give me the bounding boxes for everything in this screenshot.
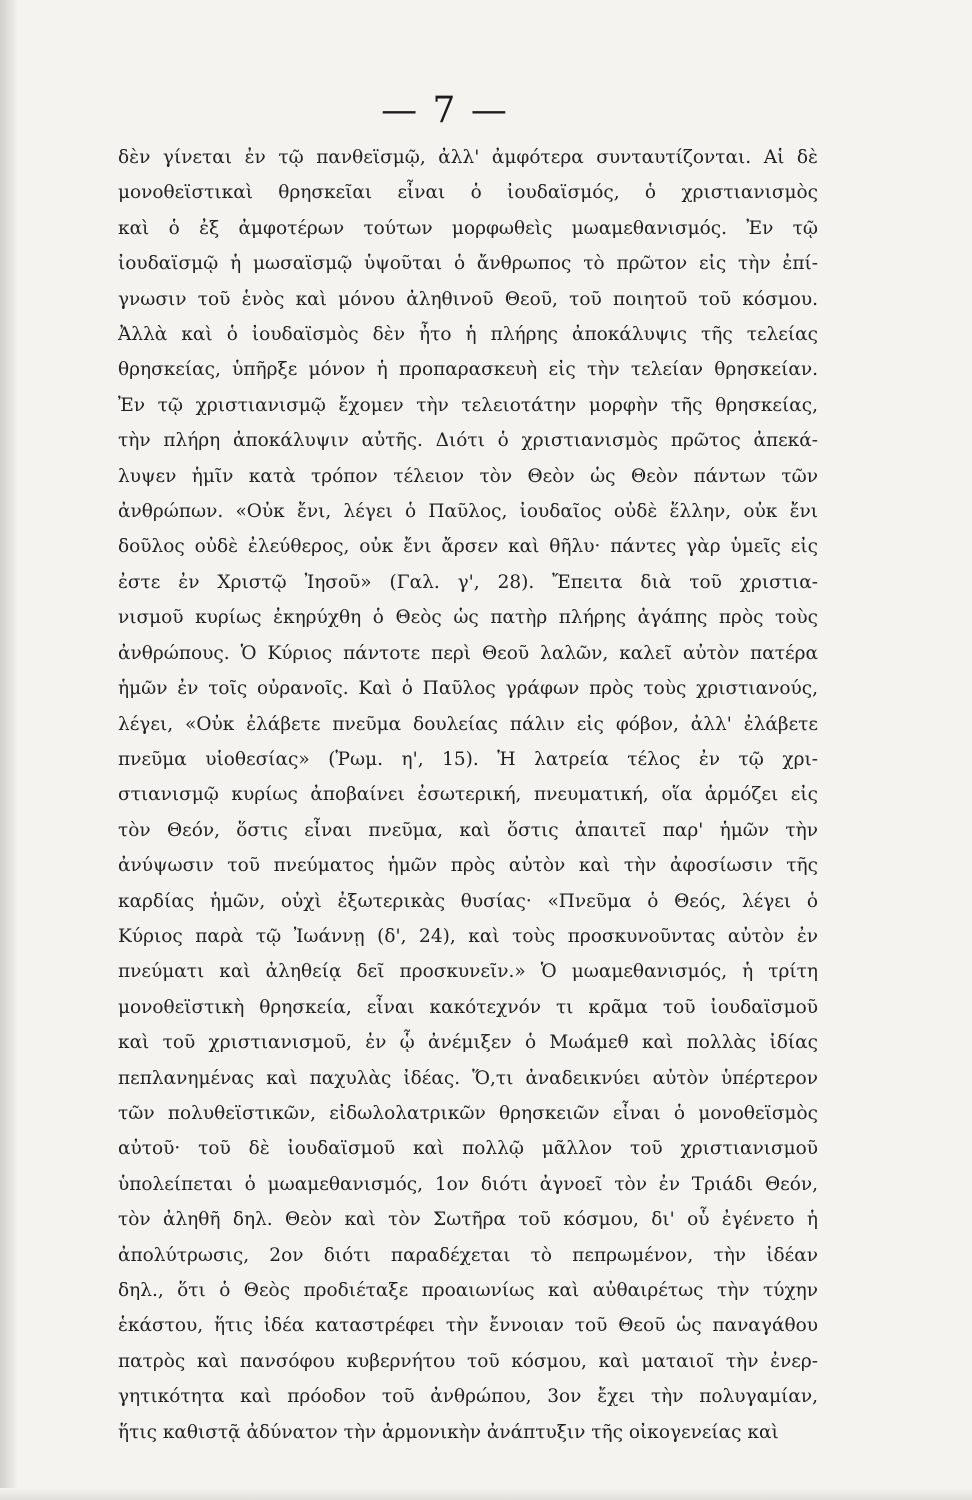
text-line: πατρὸς καὶ πανσόφου κυβερνήτου τοῦ κόσμου, καὶ ματαιοῖ τὴν ἐνερ- <box>118 1350 818 1372</box>
text-line: ἀνύψωσιν τοῦ πνεύματος ἡμῶν πρὸς αὐτὸν καὶ τὴν ἀφοσίωσιν τῆς <box>118 855 818 877</box>
text-line: θρησκείας, ὑπῆρξε μόνον ἡ προπαρασκευὴ εἰς τὴν τελείαν θρησκείαν. <box>118 359 818 381</box>
text-line: Ἀλλὰ καὶ ὁ ἰουδαϊσμὸς δὲν ἦτο ἡ πλήρης ἀποκάλυψις τῆς τελείας <box>118 324 818 346</box>
text-line: γνωσιν τοῦ ἑνὸς καὶ μόνου ἀληθινοῦ Θεοῦ, τοῦ ποιητοῦ τοῦ κόσμου. <box>118 288 818 310</box>
text-line: στιανισμῷ κυρίως ἀποβαίνει ἐσωτερική, πνευματική, οἵα ἁρμόζει εἰς <box>118 784 818 806</box>
text-line: καρδίας ἡμῶν, οὐχὶ ἐξωτερικὰς θυσίας· «Πνεῦμα ὁ Θεός, λέγει ὁ <box>118 890 818 912</box>
body-text <box>118 140 818 1450</box>
text-line: καὶ τοῦ χριστιανισμοῦ, ἐν ᾧ ἀνέμιξεν ὁ Μωάμεθ καὶ πολλὰς ἰδίας <box>118 1032 818 1054</box>
text-line: τῶν πολυθεϊστικῶν, εἰδωλολατρικῶν θρησκειῶν εἶναι ὁ μονοθεϊσμὸς <box>118 1102 818 1124</box>
text-line: πνεῦμα υἱοθεσίας» (Ῥωμ. η', 15). Ἡ λατρεία τέλος ἐν τῷ χρι- <box>118 748 818 770</box>
text-line: ἑκάστου, ἥτις ἰδέα καταστρέφει τὴν ἔννοιαν τοῦ Θεοῦ ὡς παναγάθου <box>118 1315 818 1337</box>
text-line: ἰουδαϊσμῷ ἡ μωσαϊσμῷ ὑψοῦται ὁ ἄνθρωπος τὸ πρῶτον εἰς τὴν ἐπί- <box>118 253 818 275</box>
text-line: ἀνθρώπων. «Οὐκ ἔνι, λέγει ὁ Παῦλος, ἰουδαῖος οὐδὲ ἕλλην, οὐκ ἔνι <box>118 501 818 523</box>
text-line: νισμοῦ κυρίως ἐκηρύχθη ὁ Θεὸς ὡς πατὴρ πλήρης ἀγάπης πρὸς τοὺς <box>118 607 818 629</box>
text-line: τὸν Θεόν, ὅστις εἶναι πνεῦμα, καὶ ὅστις ἀπαιτεῖ παρ' ἡμῶν τὴν <box>118 819 818 841</box>
text-line: ἡμῶν ἐν τοῖς οὐρανοῖς. Καὶ ὁ Παῦλος γράφων πρὸς τοὺς χριστιανούς, <box>118 678 818 700</box>
text-line: μονοθεϊστικὴ θρησκεία, εἶναι κακότεχνόν τι κρᾶμα τοῦ ἰουδαϊσμοῦ <box>118 996 818 1018</box>
text-line: Κύριος παρὰ τῷ Ἰωάννῃ (δ', 24), καὶ τοὺς προσκυνοῦντας αὐτὸν ἐν <box>118 925 818 947</box>
text-line: λέγει, «Οὐκ ἐλάβετε πνεῦμα δουλείας πάλιν εἰς φόβον, ἀλλ' ἐλάβετε <box>118 713 818 735</box>
text-line: μονοθεϊστικαὶ θρησκεῖαι εἶναι ὁ ἰουδαϊσμός, ὁ χριστιανισμὸς <box>118 182 818 204</box>
text-line: δοῦλος οὐδὲ ἐλεύθερος, οὐκ ἔνι ἄρσεν καὶ θῆλυ· πάντες γὰρ ὑμεῖς εἰς <box>118 536 818 558</box>
text-line: πνεύματι καὶ ἀληθείᾳ δεῖ προσκυνεῖν.» Ὁ μωαμεθανισμός, ἡ τρίτη <box>118 961 818 983</box>
text-line: τὸν ἀληθῆ δηλ. Θεὸν καὶ τὸν Σωτῆρα τοῦ κόσμου, δι' οὗ ἐγένετο ἡ <box>118 1209 818 1231</box>
page-bottom-shadow <box>0 1488 972 1500</box>
text-line: τὴν πλήρη ἀποκάλυψιν αὐτῆς. Διότι ὁ χριστιανισμὸς πρῶτος ἀπεκά- <box>118 430 818 452</box>
text-line: αὐτοῦ· τοῦ δὲ ἰουδαϊσμοῦ καὶ πολλῷ μᾶλλον τοῦ χριστιανισμοῦ <box>118 1138 818 1160</box>
text-line: γητικότητα καὶ πρόοδον τοῦ ἀνθρώπου, 3ον ἔχει τὴν πολυγαμίαν, <box>118 1386 818 1408</box>
text-line: ἐστε ἐν Χριστῷ Ἰησοῦ» (Γαλ. γ', 28). Ἔπειτα διὰ τοῦ χριστια- <box>118 571 818 593</box>
text-line: ἀνθρώπους. Ὁ Κύριος πάντοτε περὶ Θεοῦ λαλῶν, καλεῖ αὐτὸν πατέρα <box>118 642 818 664</box>
text-line: καὶ ὁ ἐξ ἀμφοτέρων τούτων μορφωθεὶς μωαμεθανισμός. Ἐν τῷ <box>118 217 818 239</box>
text-line: ἥτις καθιστᾷ ἀδύνατον τὴν ἁρμονικὴν ἀνάπτυξιν τῆς οἰκογενείας καὶ <box>118 1421 779 1443</box>
text-line: πεπλανημένας καὶ παχυλὰς ἰδέας. Ὅ,τι ἀναδεικνύει αὐτὸν ὑπέρτερον <box>118 1067 818 1089</box>
text-line: λυψεν ἡμῖν κατὰ τρόπον τέλειον τὸν Θεὸν ὡς Θεὸν πάντων τῶν <box>118 465 818 487</box>
text-line: Ἐν τῷ χριστιανισμῷ ἔχομεν τὴν τελειοτάτην μορφὴν τῆς θρησκείας, <box>118 394 818 416</box>
text-line: ὑπολείπεται ὁ μωαμεθανισμός, 1ον διότι ἀγνοεῖ τὸν ἐν Τριάδι Θεόν, <box>118 1173 818 1195</box>
text-line: δηλ., ὅτι ὁ Θεὸς προδιέταξε προαιωνίως καὶ αὐθαιρέτως τὴν τύχην <box>118 1280 818 1301</box>
page-number: — 7 — <box>381 90 509 131</box>
page-edge-shadow <box>0 0 18 1500</box>
text-line: δὲν γίνεται ἐν τῷ πανθεϊσμῷ, ἀλλ' ἀμφότερα συνταυτίζονται. Αἱ δὲ <box>118 147 818 168</box>
text-line: ἀπολύτρωσις, 2ον διότι παραδέχεται τὸ πεπρωμένον, τὴν ἰδέαν <box>118 1244 818 1266</box>
